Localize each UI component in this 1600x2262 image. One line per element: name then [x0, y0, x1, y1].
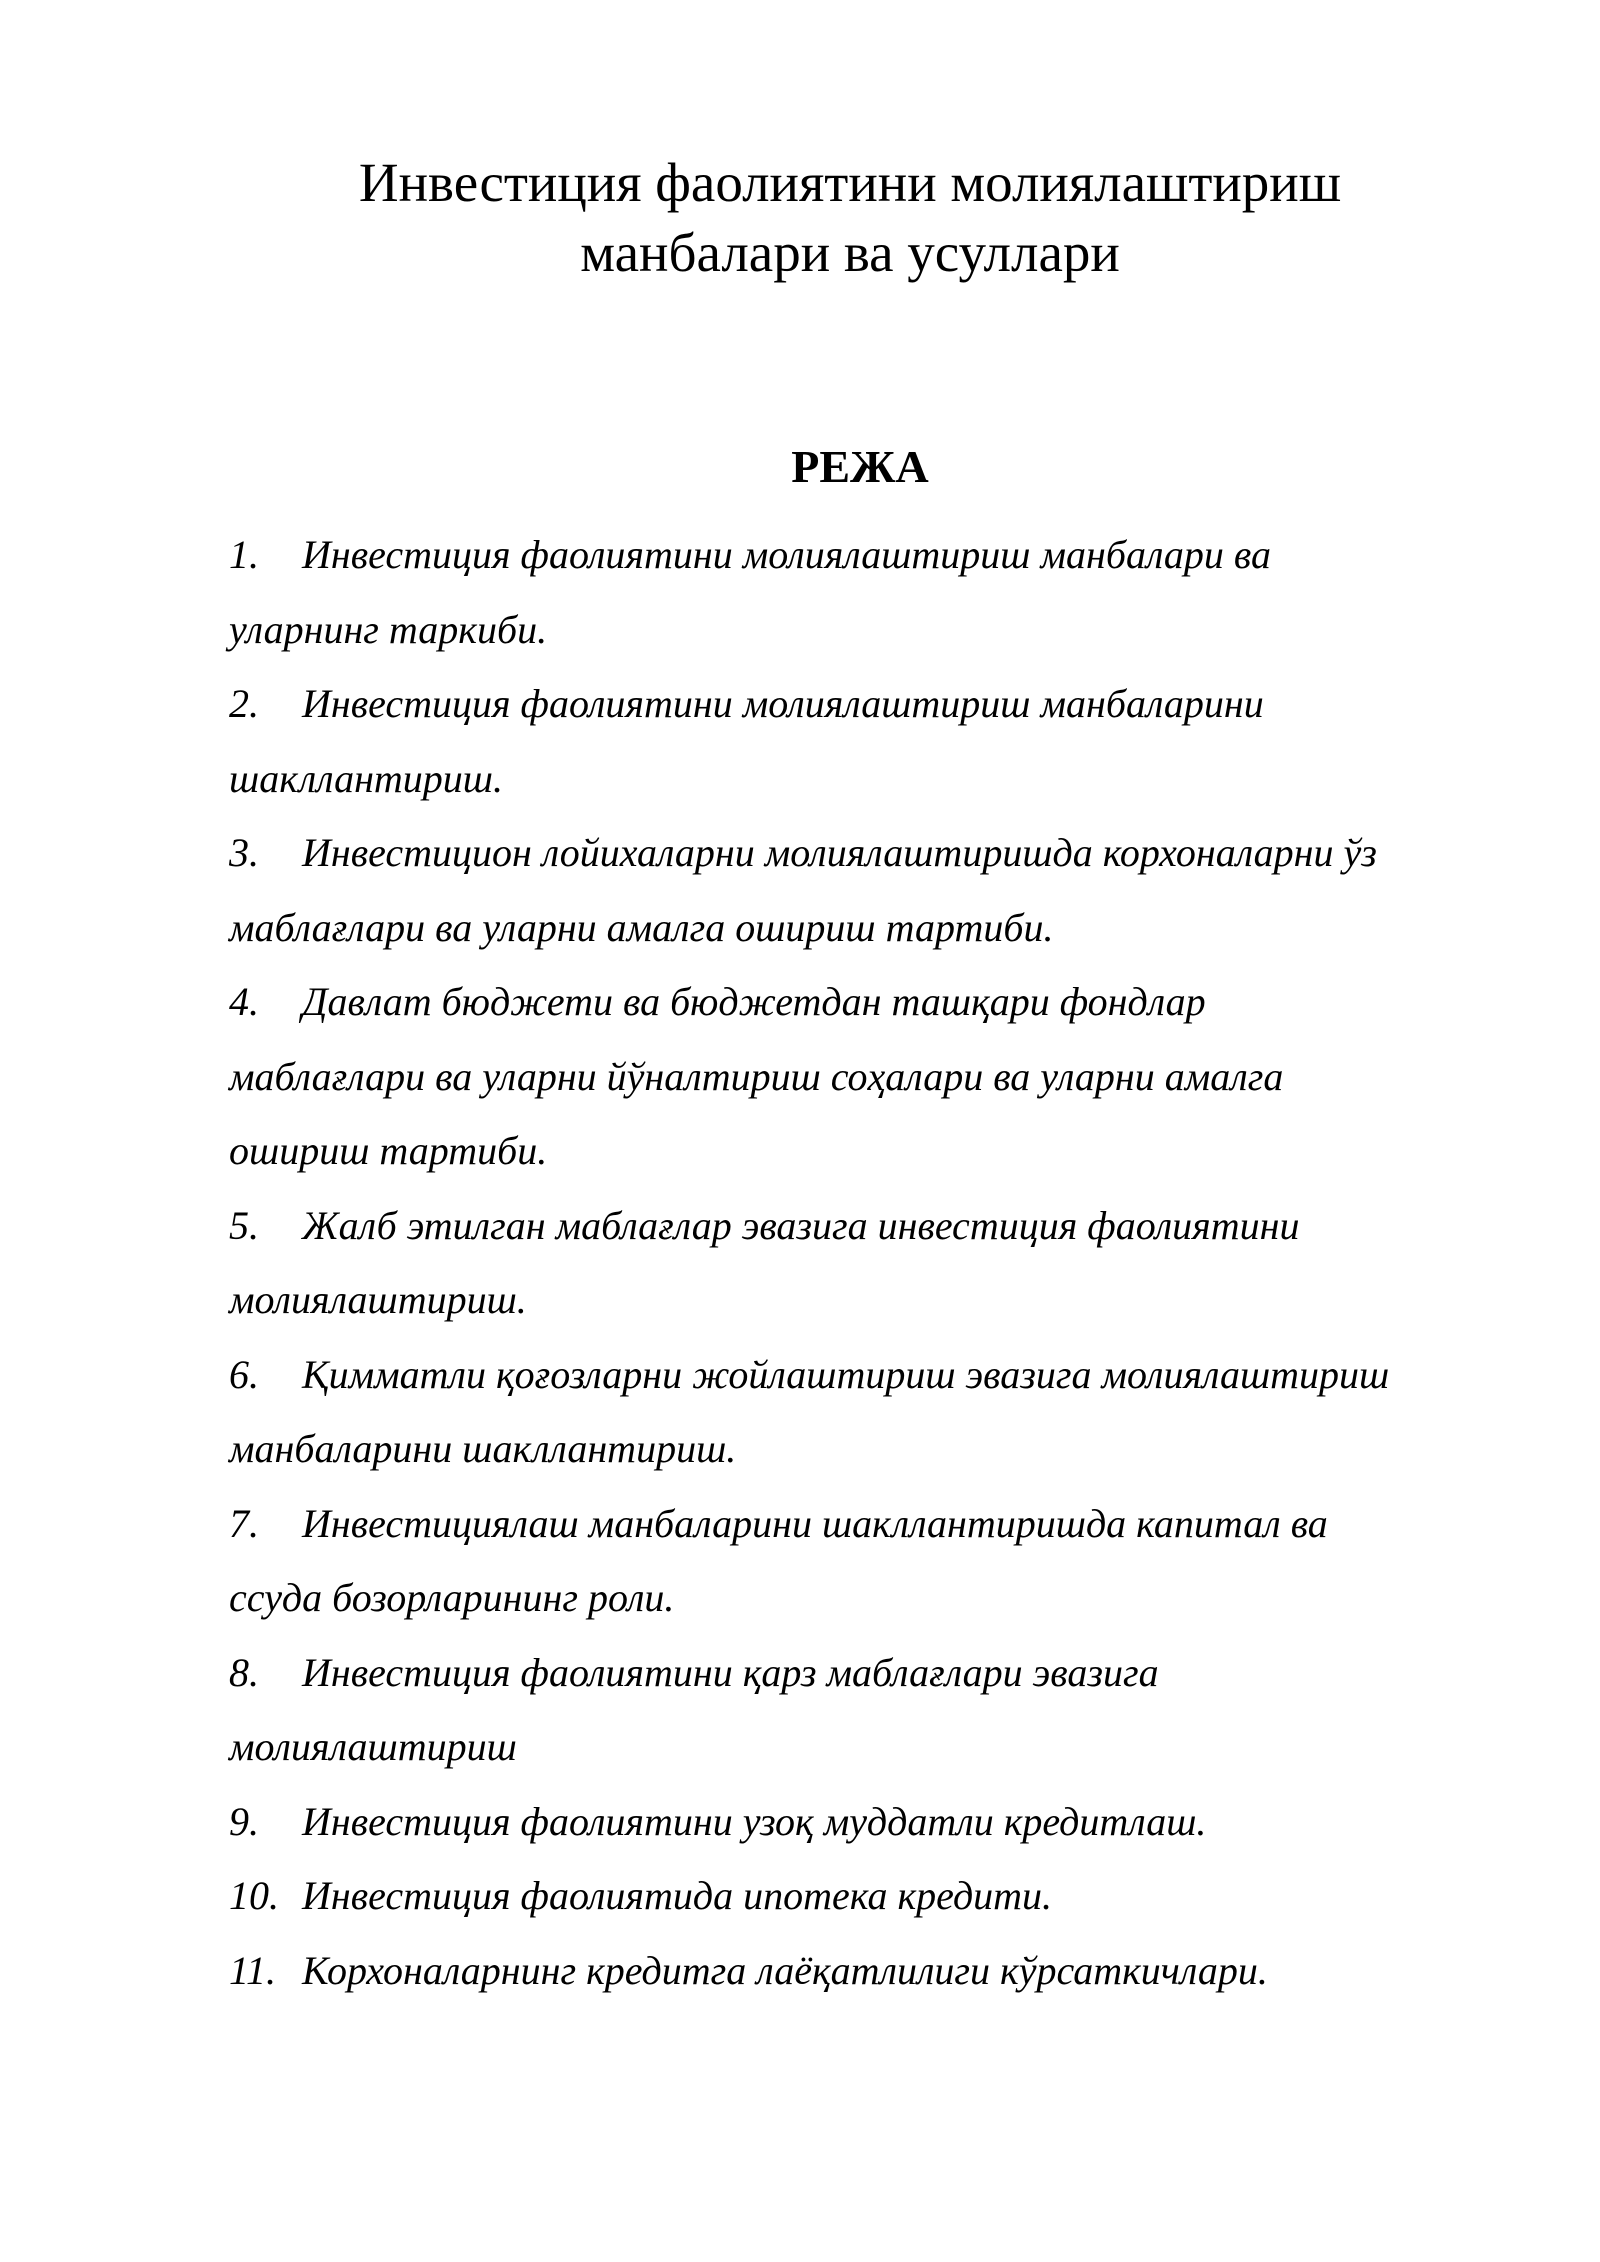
plan-item-text: Инвестиция фаолиятини узоқ муддатли кредитлаш. [302, 1798, 1207, 1844]
plan-item [229, 965, 1529, 1189]
plan-item-text: Давлат бюджети ва бюджетдан ташқари фондлар [302, 979, 1206, 1024]
plan-heading: РЕЖА [791, 441, 929, 492]
document-title-line: манбалари ва усуллари [580, 222, 1120, 283]
plan-item-first-line [229, 1487, 1529, 1562]
plan-item-continuation: молиялаштириш [229, 1724, 517, 1769]
plan-item-first-line [229, 667, 1529, 742]
plan-item-continuation: молиялаштириш. [229, 1277, 527, 1322]
plan-item-first-line [229, 1859, 1529, 1934]
plan-item-continuation: ссуда бозорларининг роли. [229, 1575, 675, 1620]
plan-item [229, 1189, 1529, 1338]
plan-item-number: 1. [229, 532, 259, 577]
plan-item [229, 816, 1529, 965]
plan-item-continuation: маблағлари ва уларни амалга ошириш тартиби. [229, 904, 1054, 950]
plan-item-first-line [229, 1338, 1529, 1413]
plan-item [229, 1487, 1529, 1636]
plan-item-number: 4. [229, 979, 259, 1024]
plan-item-text: Инвестиция фаолиятини молиялаштириш манбаларини [302, 681, 1264, 726]
plan-item-text: Корхоналарнинг кредитга лаёқатлилиги кўрсаткичлари. [302, 1947, 1268, 1993]
plan-item-continuation: ошириш тартиби. [229, 1128, 548, 1173]
plan-item-continuation: манбаларини шакллантириш. [229, 1426, 737, 1471]
plan-item [229, 1338, 1529, 1487]
plan-item-continuation: шакллантириш. [229, 755, 504, 801]
plan-item [229, 667, 1529, 816]
plan-item-text: Инвестициялаш манбаларини шакллантиришда капитал ва [302, 1500, 1328, 1546]
plan-item-number: 5. [229, 1202, 259, 1248]
plan-item-number: 2. [229, 681, 259, 726]
plan-item [229, 1934, 1529, 2009]
plan-item [229, 1859, 1529, 1934]
plan-item-first-line [229, 1934, 1529, 2009]
plan-item-number: 6. [229, 1351, 259, 1397]
plan-item-first-line [229, 1785, 1529, 1860]
plan-item-first-line [229, 816, 1529, 891]
plan-item-first-line [229, 518, 1529, 593]
plan-item-text: Инвестицион лойихаларни молиялаштиришда корхоналарни ўз [302, 830, 1377, 875]
plan-item-text: Қимматли қоғозларни жойлаштириш эвазига молиялаштириш [302, 1351, 1390, 1397]
plan-item-number: 3. [229, 830, 259, 875]
document-title [0, 148, 1600, 288]
plan-item-number: 11. [229, 1947, 277, 1993]
document-title-line: Инвестиция фаолиятини молиялаштириш [358, 152, 1342, 213]
plan-item-text: Жалб этилган маблағлар эвазига инвестиция фаолиятини [302, 1202, 1300, 1248]
plan-item [229, 1785, 1529, 1860]
plan-item-number: 9. [229, 1798, 259, 1844]
plan-list [229, 518, 1529, 2008]
plan-item-number: 10. [229, 1873, 279, 1918]
plan-item-first-line [229, 1189, 1529, 1264]
plan-item-first-line [229, 1636, 1529, 1711]
plan-item-continuation: уларнинг таркиби. [229, 606, 548, 652]
plan-item-text: Инвестиция фаолиятини молиялаштириш манбалари ва [302, 532, 1272, 577]
plan-item-number: 7. [229, 1500, 259, 1546]
plan-item [229, 1636, 1529, 1785]
plan-item-number: 8. [229, 1649, 259, 1695]
plan-item-first-line [229, 965, 1529, 1040]
plan-item-text: Инвестиция фаолиятида ипотека кредити. [302, 1873, 1053, 1918]
plan-item-continuation: маблағлари ва уларни йўналтириш соҳалари ва уларни амалга [229, 1053, 1284, 1099]
plan-item-text: Инвестиция фаолиятини қарз маблағлари эвазига [302, 1649, 1159, 1695]
plan-item [229, 518, 1529, 667]
